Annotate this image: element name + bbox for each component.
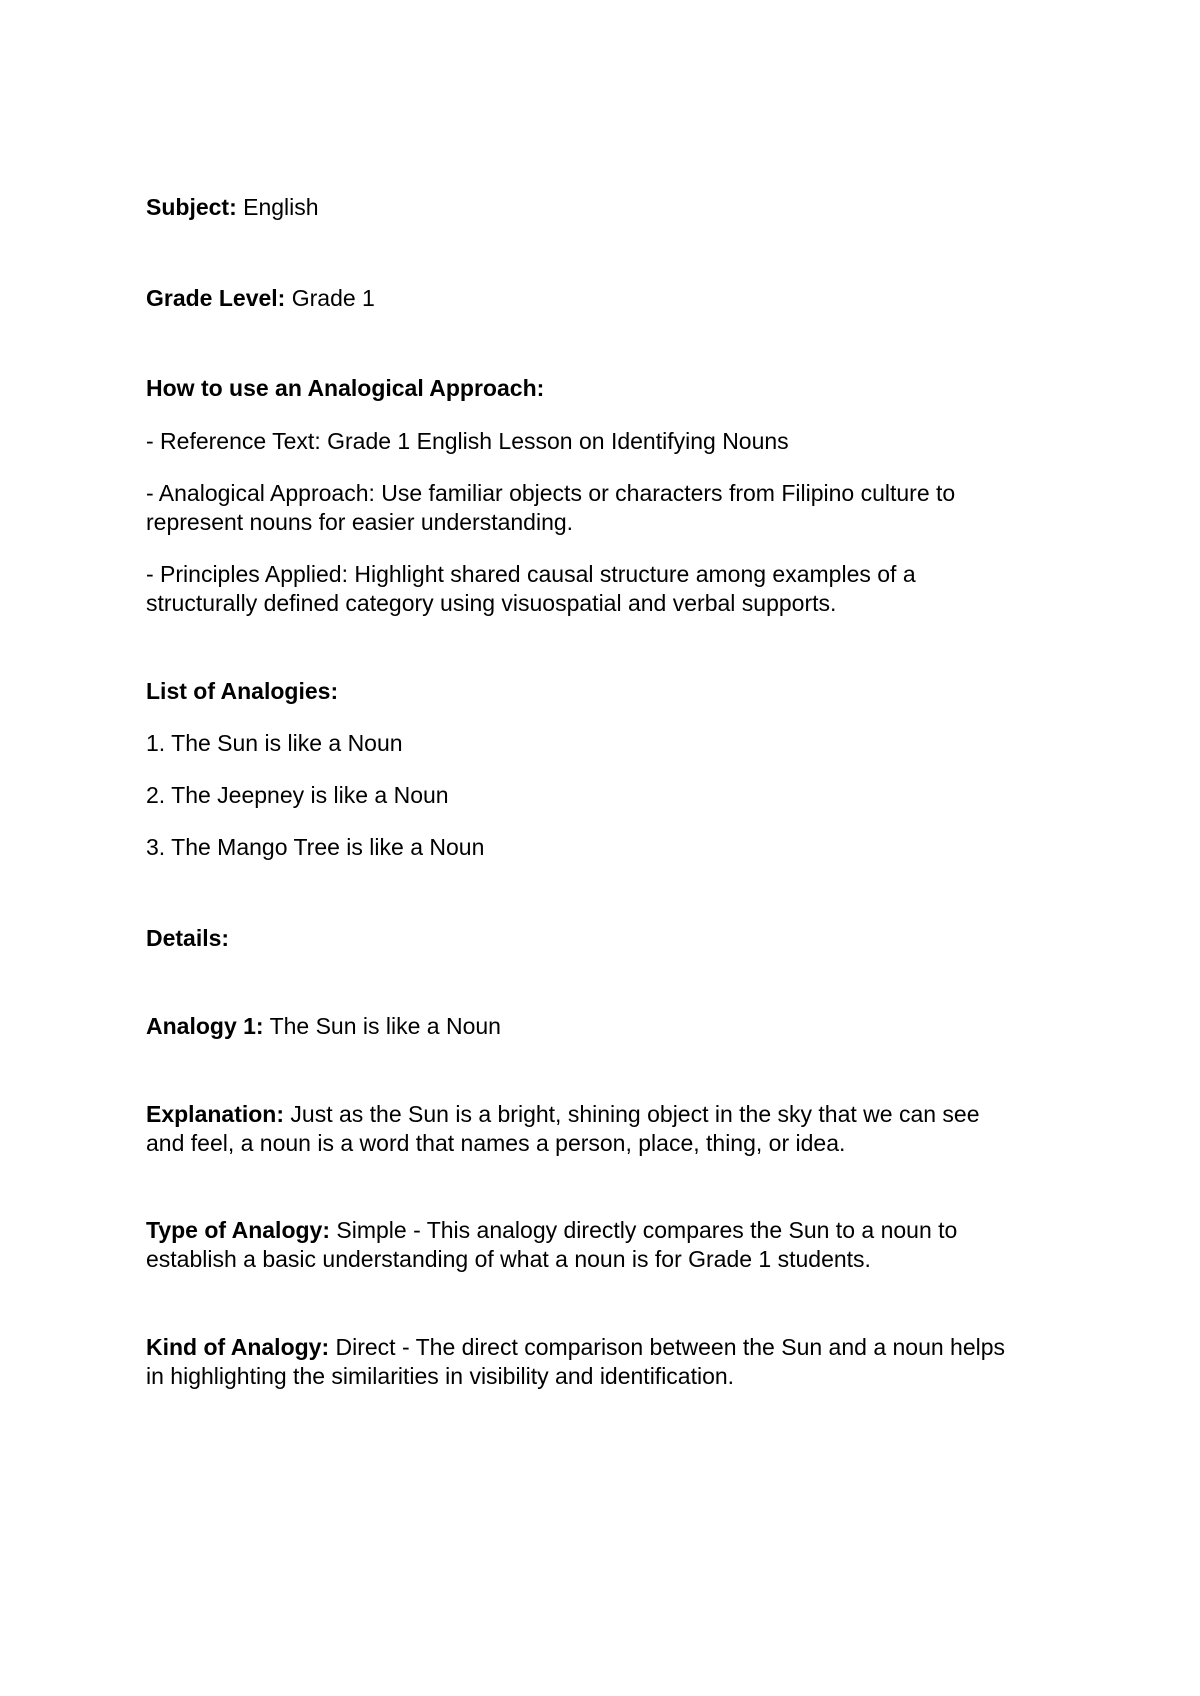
principles-line: structurally defined category using visuospatial and verbal supports. — [146, 590, 837, 616]
explanation-text: Just as the Sun is a bright, shining object in the sky that we can see — [290, 1101, 980, 1127]
kind-of-analogy-text: in highlighting the similarities in visibility and identification. — [146, 1363, 735, 1389]
grade-level-line — [146, 284, 1066, 313]
analogy-list-item: 3. The Mango Tree is like a Noun — [146, 834, 485, 860]
analogical-approach-line: represent nouns for easier understanding. — [146, 509, 574, 535]
subject-line — [146, 193, 1066, 222]
analogy-1-line — [146, 1012, 1066, 1041]
subject-label: Subject: — [146, 194, 237, 220]
grade-level-label: Grade Level: — [146, 285, 286, 311]
analogical-approach-paragraph — [146, 479, 1066, 537]
analogy-1-label: Analogy 1: — [146, 1013, 264, 1039]
explanation-text: and feel, a noun is a word that names a person, place, thing, or idea. — [146, 1130, 846, 1156]
analogy-list-item: 1. The Sun is like a Noun — [146, 730, 403, 756]
analogies-list-heading: List of Analogies: — [146, 678, 339, 704]
type-of-analogy-text: establish a basic understanding of what a noun is for Grade 1 students. — [146, 1246, 871, 1272]
reference-text-line: - Reference Text: Grade 1 English Lesson on Identifying Nouns — [146, 428, 789, 454]
subject-value: English — [243, 194, 319, 220]
approach-heading: How to use an Analogical Approach: — [146, 375, 545, 401]
analogical-approach-line: - Analogical Approach: Use familiar objects or characters from Filipino culture to — [146, 480, 956, 506]
kind-of-analogy-label: Kind of Analogy: — [146, 1334, 330, 1360]
type-of-analogy-text: Simple - This analogy directly compares the Sun to a noun to — [336, 1217, 958, 1243]
details-heading: Details: — [146, 925, 230, 951]
principles-paragraph — [146, 560, 1066, 618]
principles-line: - Principles Applied: Highlight shared causal structure among examples of a — [146, 561, 916, 587]
grade-level-value: Grade 1 — [291, 285, 375, 311]
explanation-paragraph — [146, 1100, 1066, 1158]
type-of-analogy-label: Type of Analogy: — [146, 1217, 330, 1243]
kind-of-analogy-paragraph — [146, 1333, 1066, 1391]
type-of-analogy-paragraph — [146, 1216, 1066, 1274]
analogy-list-item: 2. The Jeepney is like a Noun — [146, 782, 449, 808]
kind-of-analogy-text: Direct - The direct comparison between the Sun and a noun helps — [335, 1334, 1006, 1360]
analogy-1-value: The Sun is like a Noun — [269, 1013, 501, 1039]
explanation-label: Explanation: — [146, 1101, 285, 1127]
